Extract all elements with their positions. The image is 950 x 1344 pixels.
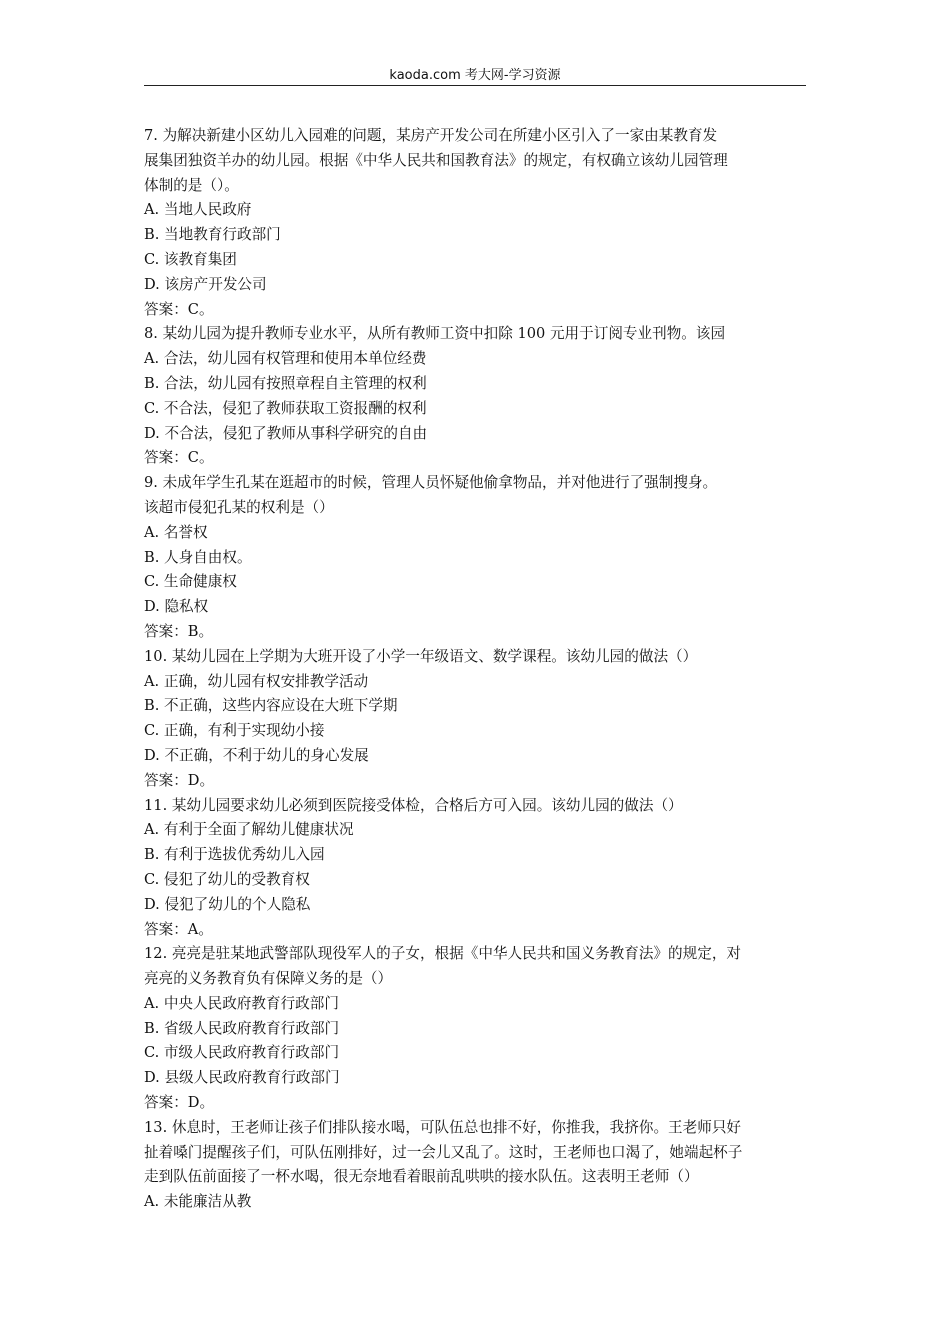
question-stem-line: 13. 休息时，王老师让孩子们排队接水喝，可队伍总也排不好，你推我，我挤你。王老师只好: [144, 1118, 742, 1136]
answer-option: D. 该房产开发公司: [144, 275, 267, 293]
answer-option: B. 人身自由权。: [144, 548, 252, 566]
question-stem-line: 7. 为解决新建小区幼儿入园难的问题，某房产开发公司在所建小区引入了一家由某教育发: [144, 127, 718, 144]
answer-option: D. 不正确，不利于幼儿的身心发展: [144, 746, 369, 764]
answer-option: B. 不正确，这些内容应设在大班下学期: [144, 697, 398, 715]
page-header: kaoda.com 考大网-学习资源: [389, 68, 561, 83]
question-block: [144, 471, 806, 645]
question-block: [144, 124, 806, 322]
answer-key: 答案：D。: [144, 1094, 215, 1112]
question-stem-line: 展集团独资羊办的幼儿园。根据《中华人民共和国教育法》的规定，有权确立该幼儿园管理: [144, 151, 728, 169]
question-stem-line: 8. 某幼儿园为提升教师专业水平，从所有教师工资中扣除 100 元用于订阅专业刊物。该园: [144, 325, 726, 343]
question-block: [144, 1116, 806, 1215]
answer-option: A. 未能廉洁从教: [144, 1193, 252, 1211]
answer-option: A. 有利于全面了解幼儿健康状况: [144, 821, 354, 839]
answer-key: 答案：C。: [144, 300, 214, 318]
question-block: [144, 794, 806, 943]
answer-option: D. 隐私权: [144, 598, 209, 616]
answer-option: D. 县级人民政府教育行政部门: [144, 1069, 340, 1087]
answer-option: A. 正确，幼儿园有权安排教学活动: [144, 672, 369, 690]
answer-option: C. 该教育集团: [144, 250, 237, 268]
answer-option: A. 中央人民政府教育行政部门: [144, 994, 339, 1012]
answer-option: C. 侵犯了幼儿的受教育权: [144, 870, 310, 888]
question-stem-line: 走到队伍前面接了一杯水喝，很无奈地看着眼前乱哄哄的接水队伍。这表明王老师（）: [144, 1168, 699, 1186]
question-block: [144, 942, 806, 1116]
answer-option: C. 不合法，侵犯了教师获取工资报酬的权利: [144, 399, 427, 417]
question-list: [144, 124, 806, 1215]
question-stem-line: 10. 某幼儿园在上学期为大班开设了小学一年级语文、数学课程。该幼儿园的做法（）: [144, 647, 698, 665]
answer-option: B. 当地教育行政部门: [144, 226, 281, 244]
question-stem-line: 11. 某幼儿园要求幼儿必须到医院接受体检，合格后方可入园。该幼儿园的做法（）: [144, 796, 683, 814]
answer-option: B. 有利于选拔优秀幼儿入园: [144, 846, 325, 864]
answer-option: D. 侵犯了幼儿的个人隐私: [144, 895, 311, 913]
answer-option: B. 省级人民政府教育行政部门: [144, 1019, 340, 1037]
header-divider: [144, 85, 806, 86]
question-block: [144, 322, 806, 471]
question-stem-line: 体制的是（）。: [144, 176, 239, 194]
answer-option: C. 生命健康权: [144, 573, 237, 591]
answer-option: B. 合法，幼儿园有按照章程自主管理的权利: [144, 374, 427, 392]
answer-option: C. 市级人民政府教育行政部门: [144, 1044, 340, 1062]
answer-option: A. 合法，幼儿园有权管理和使用本单位经费: [144, 350, 427, 368]
answer-option: A. 当地人民政府: [144, 201, 252, 219]
question-stem-line: 该超市侵犯孔某的权利是（）: [144, 498, 334, 516]
answer-option: A. 名誉权: [144, 523, 208, 541]
question-stem-line: 亮亮的义务教育负有保障义务的是（）: [144, 970, 393, 988]
answer-key: 答案：D。: [144, 771, 215, 789]
question-stem-line: 9. 未成年学生孔某在逛超市的时候，管理人员怀疑他偷拿物品，并对他进行了强制搜身。: [144, 474, 718, 492]
question-stem-line: 12. 亮亮是驻某地武警部队现役军人的子女，根据《中华人民共和国义务教育法》的规定，对: [144, 945, 742, 963]
answer-key: 答案：A。: [144, 920, 213, 938]
question-stem-line: 扯着嗓门提醒孩子们，可队伍刚排好，过一会儿又乱了。这时，王老师也口渴了，她端起杯子: [144, 1143, 743, 1161]
question-block: [144, 645, 806, 794]
answer-key: 答案：C。: [144, 449, 214, 467]
answer-option: C. 正确，有利于实现幼小接: [144, 722, 325, 740]
answer-key: 答案：B。: [144, 622, 214, 640]
answer-option: D. 不合法，侵犯了教师从事科学研究的自由: [144, 424, 428, 442]
